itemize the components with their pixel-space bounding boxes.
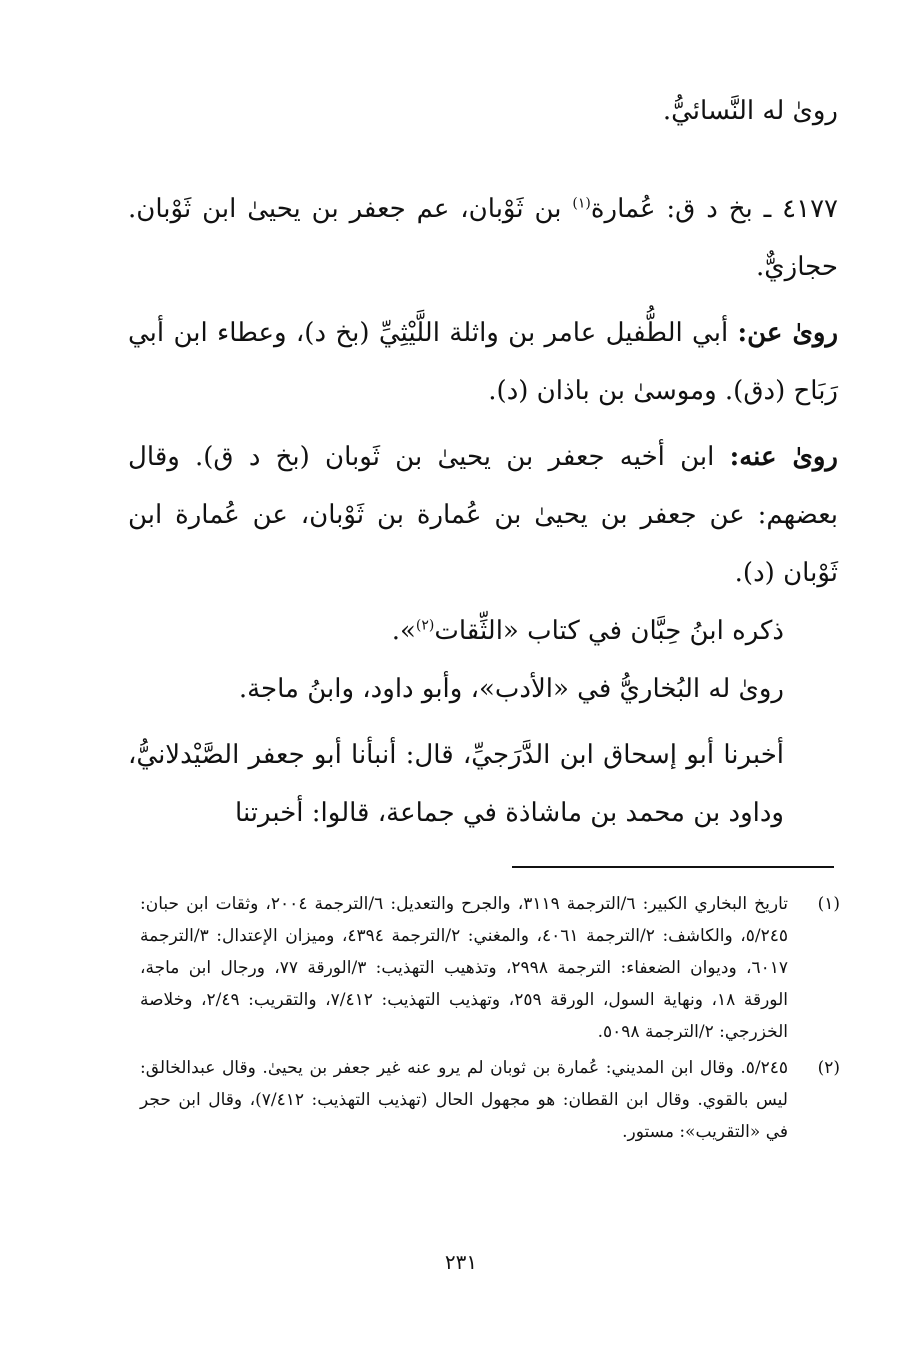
- label-narrated-by: روىٰ عنه:: [729, 442, 838, 472]
- page-number: ٢٣١: [444, 1250, 478, 1274]
- footnotes: [140, 888, 840, 1152]
- paragraph-narrated-by-bukhari: روىٰ له البُخاريُّ في «الأدب»، وأبو داود، وابنُ ماجة.: [238, 674, 784, 704]
- main-text: [128, 82, 838, 842]
- entry-heading-4177: ٤١٧٧ ـ بخ د ق: عُمارة$^{(١)}$ بن ثَوْبان، عم جعفر بن يحيىٰ ابن ثَوْبان. حجازيٌّ.: [128, 194, 839, 282]
- footnote-number: (٢): [817, 1058, 840, 1078]
- paragraph-narrated-from: روىٰ عن: أبي الطُّفيل عامر بن واثلة اللَّيْثِيِّ (بخ د)، وعطاء ابن أبي رَبَاح (دق). وموسىٰ بن باذان (د).: [128, 318, 838, 406]
- label-narrated-from: روىٰ عن:: [737, 318, 838, 348]
- footnote-text: تاريخ البخاري الكبير: ٦/الترجمة ٣١١٩، والجرح والتعديل: ٦/الترجمة ٢٠٠٤، وثقات ابن حبان: ٥/٢٤٥، والكاشف: ٢/الترجمة ٤٠٦١، والمغني: ٢/الترجمة ٤٣٩٤، وميزان الإعتدال: ٣/الترجمة ٦٠١٧، وديوان الضعفاء: الترجمة ٢٩٩٨، وتذهيب التهذيب: ٣/الورقة ٧٧، ورجال ابن ماجة، الورقة ١٨، ونهاية السول، الورقة ٢٥٩، وتهذيب التهذيب: ٧/٤١٢، والتقريب: ٢/٤٩، وخلاصة الخزرجي: ٢/الترجمة ٥٠٩٨.: [140, 894, 789, 1042]
- footnote-ref-2[interactable]: (٢): [415, 617, 435, 634]
- paragraph-isnad: أخبرنا أبو إسحاق ابن الدَّرَجيِّ، قال: أنبأنا أبو جعفر الصَّيْدلانيُّ، وداود بن محمد بن ماشاذة في جماعة، قالوا: أخبرتنا: [128, 740, 784, 828]
- paragraph-narrated-by: روىٰ عنه: ابن أخيه جعفر بن يحيىٰ بن ثَوبان (بخ د ق). وقال بعضهم: عن جعفر بن يحيىٰ بن عُمارة بن ثَوْبان، عن عُمارة ابن ثَوْبان (د).: [128, 442, 838, 588]
- footnote-1: [140, 888, 840, 1048]
- footnote-number: (١): [817, 894, 840, 914]
- footnote-ref-1[interactable]: (١): [572, 195, 591, 212]
- paragraph-narrated-by-nasai: روىٰ له النَّسائيُّ.: [662, 96, 838, 126]
- footnote-separator: [512, 866, 834, 868]
- footnote-text: ٥/٢٤٥. وقال ابن المديني: عُمارة بن ثوبان لم يرو عنه غير جعفر بن يحيىٰ. وقال عبدالخالق: ليس بالقوي. وقال ابن القطان: هو مجهول الحال (تهذيب التهذيب: ٧/٤١٢)، وقال ابن حجر في «التقريب»: مستور.: [140, 1058, 788, 1142]
- paragraph-ibn-hibban: ذكره ابنُ حِبَّان في كتاب «الثِّقات$^{(٢)}$».: [391, 616, 784, 646]
- footnote-2: [140, 1052, 840, 1148]
